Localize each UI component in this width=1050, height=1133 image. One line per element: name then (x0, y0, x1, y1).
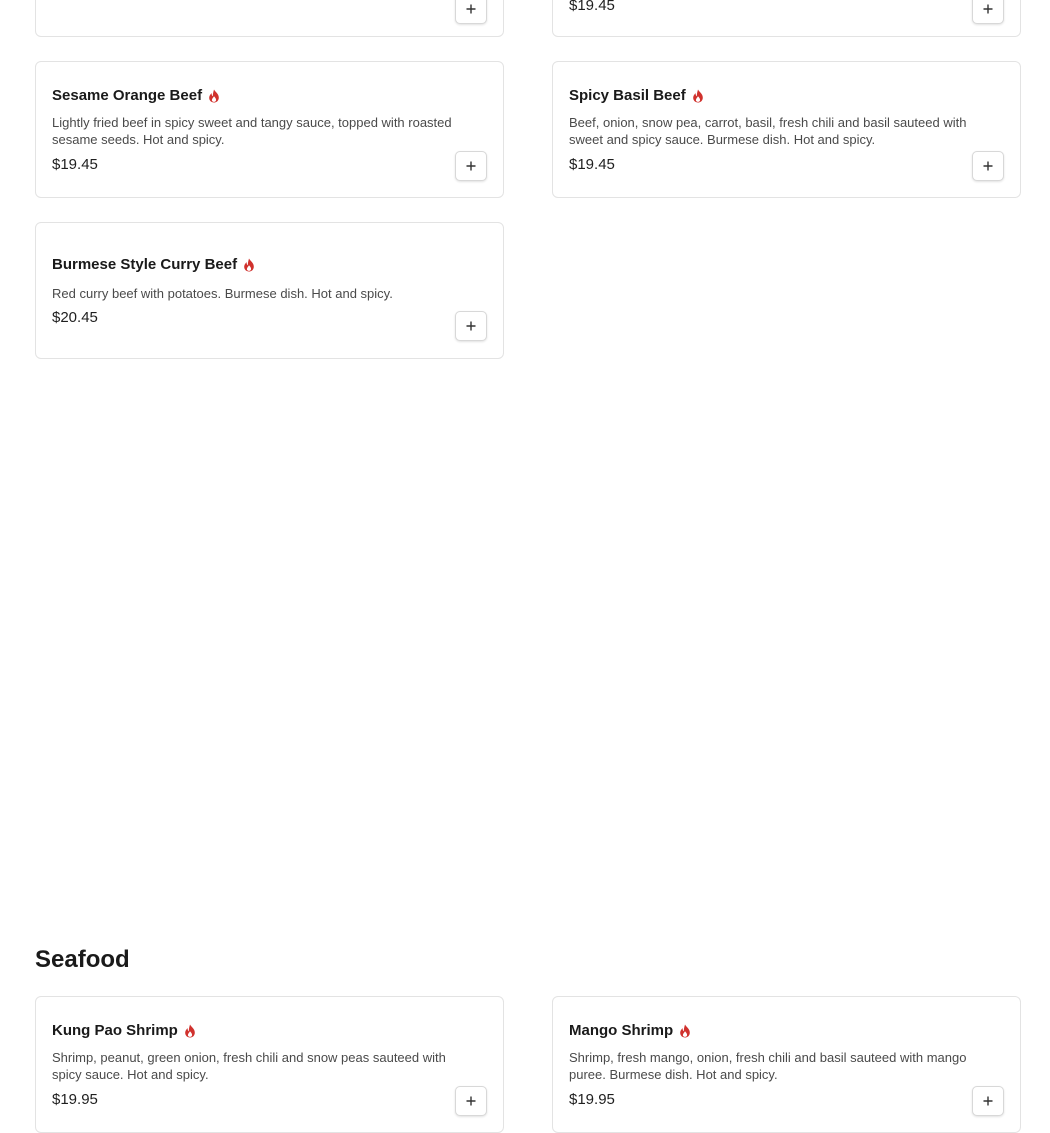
item-title (52, 1022, 196, 1039)
spicy-icon (692, 89, 704, 103)
item-name: Sesame Orange Beef (52, 87, 203, 104)
item-name: Mango Shrimp (569, 1022, 674, 1039)
item-price: $19.95 (569, 1091, 615, 1108)
plus-icon (466, 4, 476, 14)
add-item-button[interactable] (455, 311, 487, 341)
plus-icon (466, 161, 476, 171)
spicy-icon (679, 1024, 691, 1038)
menu-item-card[interactable] (552, 61, 1021, 198)
item-name: Spicy Basil Beef (569, 87, 686, 104)
menu-item-card[interactable] (552, 0, 1021, 37)
item-title (52, 256, 255, 273)
add-item-button[interactable] (972, 1086, 1004, 1116)
item-name: Burmese Style Curry Beef (52, 256, 238, 273)
spicy-icon (208, 89, 220, 103)
menu-item-card[interactable] (552, 996, 1021, 1133)
item-name: Kung Pao Shrimp (52, 1022, 178, 1039)
item-title (52, 87, 220, 104)
item-price: $19.95 (52, 1091, 98, 1108)
add-item-button[interactable] (455, 1086, 487, 1116)
add-item-button[interactable] (972, 151, 1004, 181)
menu-item-card[interactable] (35, 61, 504, 198)
item-title (569, 1022, 691, 1039)
item-title (569, 87, 704, 104)
add-item-button[interactable] (972, 0, 1004, 24)
spicy-icon (184, 1024, 196, 1038)
menu-item-card[interactable] (35, 0, 504, 37)
section-heading-seafood: Seafood (35, 946, 130, 973)
item-description: Red curry beef with potatoes. Burmese dish. Hot and spicy. (52, 286, 393, 301)
add-item-button[interactable] (455, 0, 487, 24)
item-price: $20.45 (52, 309, 98, 326)
item-price: $19.45 (569, 0, 615, 14)
spicy-icon (243, 258, 255, 272)
item-price: $19.45 (569, 156, 615, 173)
plus-icon (983, 4, 993, 14)
item-description: Shrimp, fresh mango, onion, fresh chili and basil sauteed with mango puree. Burmese dish. Hot and spicy. (569, 1050, 967, 1082)
item-description: Lightly fried beef in spicy sweet and tangy sauce, topped with roasted sesame seeds. Hot and spicy. (52, 115, 452, 147)
item-price: $19.45 (52, 156, 98, 173)
menu-item-card[interactable] (35, 996, 504, 1133)
item-description: Beef, onion, snow pea, carrot, basil, fresh chili and basil sauteed with sweet and spicy sauce. Burmese dish. Hot and spicy. (569, 115, 967, 147)
menu-item-card[interactable] (35, 222, 504, 359)
plus-icon (466, 321, 476, 331)
plus-icon (983, 161, 993, 171)
add-item-button[interactable] (455, 151, 487, 181)
item-description: Shrimp, peanut, green onion, fresh chili and snow peas sauteed with spicy sauce. Hot and spicy. (52, 1050, 446, 1082)
